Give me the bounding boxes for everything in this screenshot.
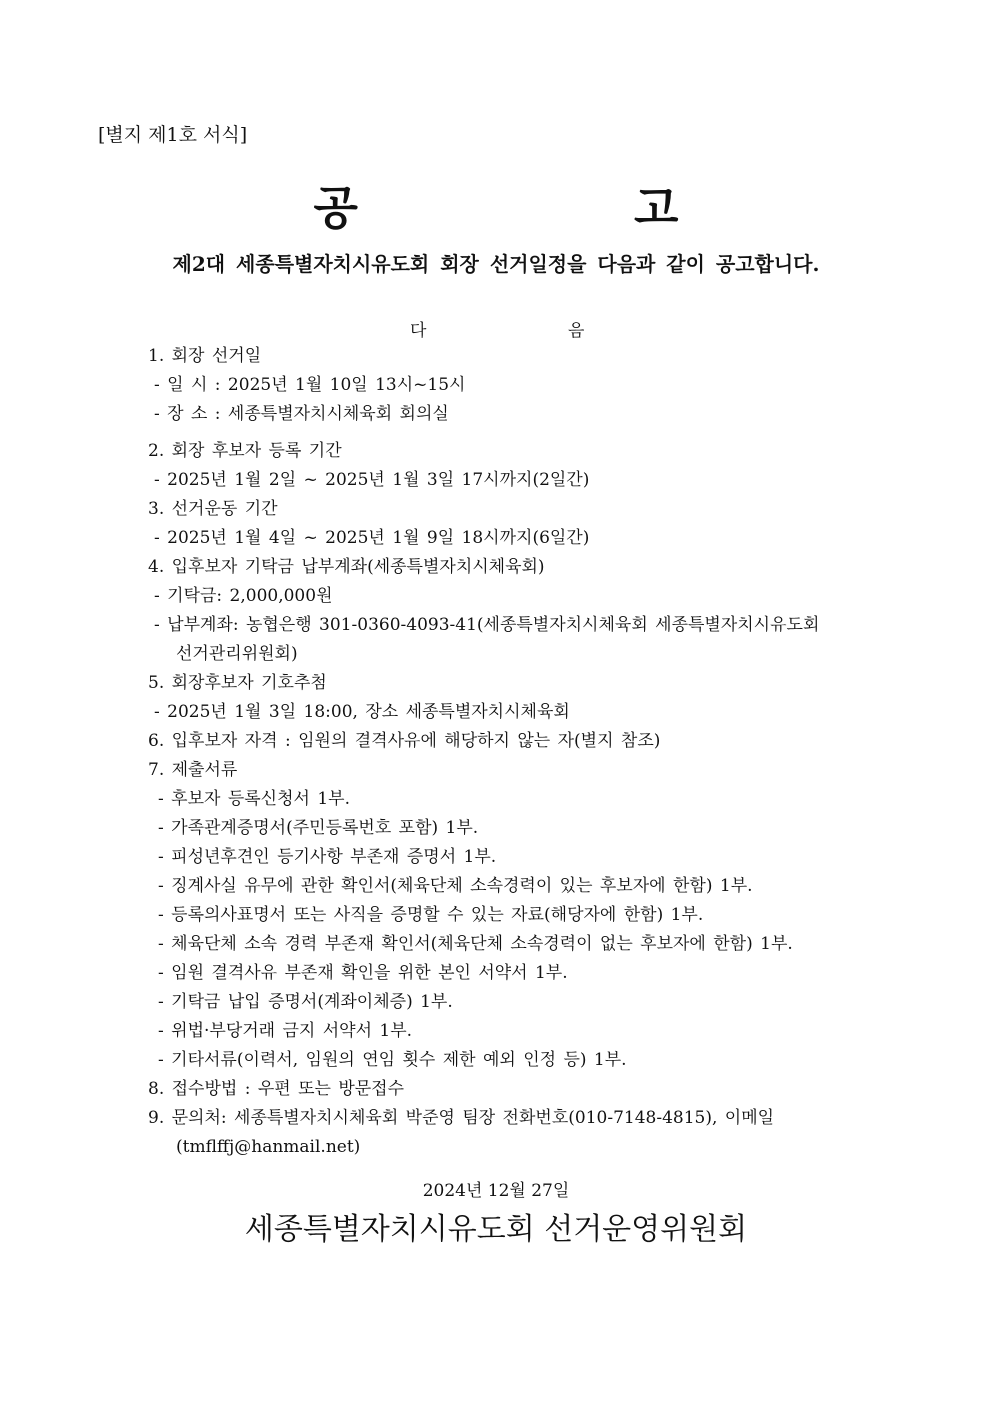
section-5-heading: 5. 회장후보자 기호추첨 [148, 673, 327, 693]
contact-email: (tmflffj@hanmail.net) [176, 1137, 361, 1157]
document-list-item: - 체육단체 소속 경력 부존재 확인서(체육단체 소속경력이 없는 후보자에 한함) 1부. [158, 934, 793, 954]
document-list-item: - 기탁금 납입 증명서(계좌이체증) 1부. [158, 992, 453, 1012]
section-1-item: - 장 소 : 세종특별자치시체육회 회의실 [154, 404, 449, 424]
section-7-heading: 7. 제출서류 [148, 760, 238, 780]
section-9-heading: 9. 문의처: 세종특별자치시체육회 박준영 팀장 전화번호(010-7148-4815), 이메일 [148, 1108, 775, 1128]
section-2-heading: 2. 회장 후보자 등록 기간 [148, 441, 342, 461]
section-5-item: - 2025년 1월 3일 18:00, 장소 세종특별자치시체육회 [154, 702, 570, 722]
document-list-item: - 피성년후견인 등기사항 부존재 증명서 1부. [158, 847, 497, 867]
da-eum-right: 음 [568, 321, 585, 341]
section-4-item: - 납부계좌: 농협은행 301-0360-4093-41(세종특별자치시체육회 세종특별자치시유도회 [154, 615, 820, 635]
section-3-heading: 3. 선거운동 기간 [148, 499, 278, 519]
da-eum-left: 다 [410, 321, 427, 341]
document-list-item: - 임원 결격사유 부존재 확인을 위한 본인 서약서 1부. [158, 963, 568, 983]
section-3-item: - 2025년 1월 4일 ~ 2025년 1월 9일 18시까지(6일간) [154, 528, 590, 548]
document-list-item: - 후보자 등록신청서 1부. [158, 789, 350, 809]
announcement-date: 2024년 12월 27일 [422, 1181, 570, 1201]
document-list-item: - 등록의사표명서 또는 사직을 증명할 수 있는 자료(해당자에 한함) 1부. [158, 905, 704, 925]
section-4-item-continued: 선거관리위원회) [176, 644, 298, 664]
organization-name: 세종특별자치시유도회 선거운영위원회 [244, 1212, 748, 1247]
announcement-body [148, 342, 888, 1162]
announcement-subtitle: 제2대 세종특별자치시유도회 회장 선거일정을 다음과 같이 공고합니다. [172, 252, 820, 276]
section-1-item: - 일 시 : 2025년 1월 10일 13시~15시 [154, 375, 466, 395]
section-8-heading: 8. 접수방법 : 우편 또는 방문접수 [148, 1079, 405, 1099]
document-list-item: - 가족관계증명서(주민등록번호 포함) 1부. [158, 818, 479, 838]
section-6-heading: 6. 입후보자 자격 : 임원의 결격사유에 해당하지 않는 자(별지 참조) [148, 731, 661, 751]
page-title: 공 고 [313, 181, 809, 235]
section-2-item: - 2025년 1월 2일 ~ 2025년 1월 3일 17시까지(2일간) [154, 470, 590, 490]
section-4-item: - 기탁금: 2,000,000원 [154, 586, 333, 606]
section-4-heading: 4. 입후보자 기탁금 납부계좌(세종특별자치시체육회) [148, 557, 545, 577]
document-list-item: - 기타서류(이력서, 임원의 연임 횟수 제한 예외 인정 등) 1부. [158, 1050, 627, 1070]
section-1-heading: 1. 회장 선거일 [148, 346, 262, 366]
document-list-item: - 징계사실 유무에 관한 확인서(체육단체 소속경력이 있는 후보자에 한함) 1부. [158, 876, 753, 896]
document-list-item: - 위법·부당거래 금지 서약서 1부. [158, 1021, 413, 1041]
form-label: [별지 제1호 서식] [98, 124, 248, 146]
